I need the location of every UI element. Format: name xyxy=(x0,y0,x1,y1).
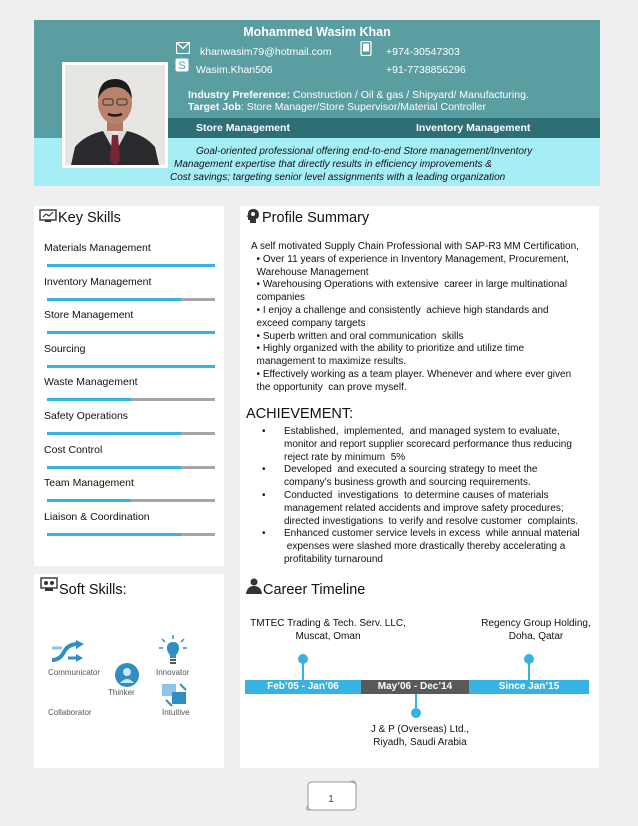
timeline-dot xyxy=(298,654,308,664)
key-skills-panel xyxy=(34,206,224,566)
achievement-line: Developed and executed a sourcing strategy to meet the xyxy=(284,464,538,476)
portrait-image xyxy=(65,65,165,165)
email-icon xyxy=(176,42,190,54)
soft-skill-label: Intuitive xyxy=(162,708,190,717)
skills-icon xyxy=(39,209,57,223)
soft-skill-label: Collaborator xyxy=(48,708,92,717)
industry-label: Industry Preference: xyxy=(188,89,291,101)
achievement-line: company’s business growth and sourcing requirements. xyxy=(284,477,531,489)
skill-level-bar xyxy=(47,499,215,502)
communicator-icon xyxy=(50,640,86,666)
bullet-icon: • xyxy=(262,426,266,437)
target-job xyxy=(188,101,486,113)
skill-label: Store Management xyxy=(44,309,134,322)
skill-label: Waste Management xyxy=(44,376,138,389)
soft-skills-title: Soft Skills: xyxy=(59,582,127,598)
company-name: Regency Group Holding, xyxy=(481,618,591,629)
skill-level-fill xyxy=(47,331,215,334)
profile-line: • Highly organized with the ability to prioritize and utilize time xyxy=(251,343,525,355)
profile-line: • Over 11 years of experience in Inventory Management, Procurement, xyxy=(251,253,569,265)
industry-preference xyxy=(188,89,529,101)
profile-photo xyxy=(62,62,168,168)
skill-level-fill xyxy=(47,533,181,536)
goal-line: Cost savings; targeting senior level assignments with a leading organization xyxy=(170,172,506,183)
skill-level-bar xyxy=(47,466,215,469)
bullet-icon: • xyxy=(262,528,266,540)
bullet-icon: • xyxy=(262,464,266,476)
achievement-line: Conducted investigations to determine causes of materials xyxy=(284,490,549,501)
header-strip xyxy=(168,118,600,138)
goal-line: Management expertise that directly results in efficiency improvements & xyxy=(174,159,492,170)
company-place: Riyadh, Saudi Arabia xyxy=(373,737,467,748)
profile-line: • Warehousing Operations with extensive career in large multinational xyxy=(251,279,568,291)
soft-skill-label: Thinker xyxy=(108,688,135,697)
skill-label: Cost Control xyxy=(44,443,103,456)
soft-skill-label: Communicator xyxy=(48,668,101,677)
bullet-icon: • xyxy=(262,490,266,501)
goal-statement xyxy=(170,145,574,184)
skill-level-fill xyxy=(47,398,131,401)
timeline-connector xyxy=(415,694,417,708)
timeline-company xyxy=(360,723,480,749)
resume-header xyxy=(34,20,600,186)
timeline-company xyxy=(466,617,606,643)
profile-line: companies xyxy=(251,292,305,304)
innovator-icon xyxy=(158,634,188,666)
right-panel xyxy=(240,206,599,768)
skill-level-bar xyxy=(47,533,215,536)
profile-line: management to maximize results. xyxy=(251,356,407,368)
achievement-line: reject rate by minimum 5% xyxy=(284,451,406,463)
skill-level-fill xyxy=(47,432,181,435)
skill-label: Liaison & Coordination xyxy=(44,510,150,523)
strip-left-label: Store Management xyxy=(196,122,290,134)
skill-level-bar xyxy=(47,264,215,267)
skill-level-fill xyxy=(47,365,215,368)
skill-level-fill xyxy=(47,499,131,502)
achievement-line: expenses were slashed more drastically thereby accelerating a xyxy=(284,541,566,553)
intuitive-icon xyxy=(160,682,188,708)
profile-icon xyxy=(245,208,261,224)
target-value: : Store Manager/Store Supervisor/Material Controller xyxy=(240,101,487,113)
skype-icon xyxy=(175,58,189,72)
skill-level-fill xyxy=(47,298,181,301)
achievement-line: management related accidents and improve safety procedures; xyxy=(284,502,564,514)
profile-line: Warehouse Management xyxy=(251,266,369,278)
skill-level-bar xyxy=(47,365,215,368)
soft-skills-icon xyxy=(40,577,58,592)
achievement-title: ACHIEVEMENT: xyxy=(246,406,354,422)
skill-label: Sourcing xyxy=(44,342,86,355)
timeline-period: May’06 - Dec’14 xyxy=(361,680,469,694)
timeline-period: Since Jan’15 xyxy=(469,680,589,694)
timeline-dot xyxy=(524,654,534,664)
profile-line: A self motivated Supply Chain Professional with SAP-R3 MM Certification, xyxy=(251,241,579,252)
skill-level-fill xyxy=(47,466,181,469)
achievement-line: directed investigations to verify and resolve customer complaints. xyxy=(284,515,579,527)
soft-skills-panel xyxy=(34,574,224,768)
company-name: J & P (Overseas) Ltd., xyxy=(370,724,470,735)
achievement-line: Established, implemented, and managed system to evaluate, xyxy=(284,426,560,437)
industry-value: Construction / Oil & gas / Shipyard/ Manufacturing. xyxy=(293,89,529,101)
skill-level-bar xyxy=(47,398,215,401)
goal-line: Goal-oriented professional offering end-to-end Store management/Inventory xyxy=(196,146,533,157)
target-label: Target Job xyxy=(188,101,241,113)
company-name: TMTEC Trading & Tech. Serv. LLC, xyxy=(250,618,406,629)
skill-level-bar xyxy=(47,298,215,301)
page-number: 1 xyxy=(328,794,334,805)
profile-summary-title: Profile Summary xyxy=(262,210,370,226)
phone-secondary: +91-7738856296 xyxy=(386,64,466,76)
profile-line: • Effectively working as a team player. Whenever and where ever given xyxy=(251,369,572,380)
company-place: Muscat, Oman xyxy=(295,631,361,642)
soft-skill-label: Innovator xyxy=(156,668,190,677)
skype-id: Wasim.Khan506 xyxy=(196,64,273,76)
svg-text:S: S xyxy=(178,60,186,72)
profile-line: the opportunity can prove myself. xyxy=(251,381,407,393)
career-icon xyxy=(245,578,263,594)
profile-line: • Superb written and oral communication skills xyxy=(251,330,464,342)
skill-label: Safety Operations xyxy=(44,410,129,422)
profile-line: • I enjoy a challenge and consistently achieve high standards and xyxy=(251,305,549,316)
strip-right-label: Inventory Management xyxy=(416,122,531,134)
key-skills-title: Key Skills xyxy=(58,210,121,226)
skill-label: Team Management xyxy=(44,477,134,490)
career-timeline-title: Career Timeline xyxy=(263,582,366,598)
achievement-line: monitor and report supplier scorecard performance thus reducing xyxy=(284,438,572,450)
skill-level-bar xyxy=(47,331,215,334)
timeline-company xyxy=(248,617,408,643)
achievement-line: profitability turnaround xyxy=(284,554,383,565)
thinker-icon xyxy=(114,662,140,688)
company-place: Doha, Qatar xyxy=(508,631,564,642)
skill-level-fill xyxy=(47,264,215,267)
candidate-name: Mohammed Wasim Khan xyxy=(243,25,391,39)
skill-label: Materials Management xyxy=(44,242,151,254)
profile-line: exceed company targets xyxy=(251,317,366,329)
skill-label: Inventory Management xyxy=(44,275,152,288)
timeline-period: Feb’05 - Jan’06 xyxy=(245,680,361,694)
achievement-line: Enhanced customer service levels in excess while annual material xyxy=(284,528,580,540)
phone-icon xyxy=(360,41,372,56)
email-text: khanwasim79@hotmail.com xyxy=(200,46,332,58)
skill-level-bar xyxy=(47,432,215,435)
timeline-dot xyxy=(411,708,421,718)
phone-primary: +974-30547303 xyxy=(386,46,460,58)
